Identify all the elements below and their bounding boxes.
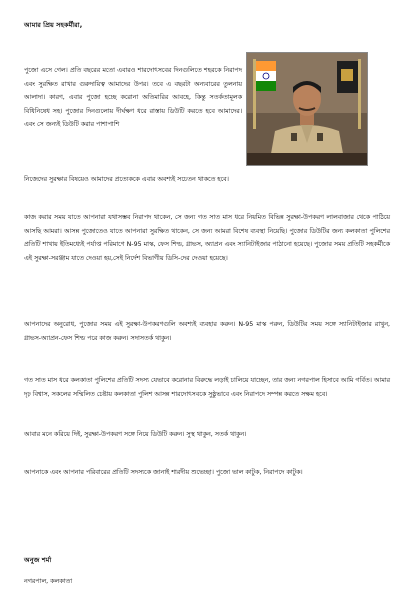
signature-designation: নগরপাল, কলকাতা	[24, 578, 73, 585]
officer-photo	[246, 52, 368, 166]
paragraph-intro: পুজো এসে গেল। প্রতি বছরের মতো এবারও শারদোৎসবের দিনগুলিতে শহরকে নিরাপদ এবং সুরক্ষিত রাখার গুরুদায়িত্ব আমাদের উপর। তবে এ বছরটা অন্যবারের তুলনায় আলাদা। কারণ, এবার পুজো হচ্ছে করোনা অতিমারির আবহে, কিন্তু সতর্কতামূলক বিধিনিষেধ সহ। পুজোর দিনগুলোয় দীর্ঘক্ষণ ধরে রাস্তায় ডিউটি করতে হবে আমাদের। এবং সে জন্যই ডিউটি করার পাশাপাশি	[24, 67, 242, 129]
paragraph-request: আপনাদের অনুরোধ, পুজোর সময় এই সুরক্ষা-উপকরণগুলি অবশ্যই ব্যবহার করুন। N-95 মাস্ক পরুন, ডিউটির সময় সঙ্গে স্যানিটাইজার রাখুন, গ্লাভস-অ্যাপ্রন-ফেস শিল্ড পরে কাজ করুন। সদাসতর্ক থাকুন।	[24, 321, 390, 342]
paragraph-pride: গত সাত মাস ধরে কলকাতা পুলিশের প্রতিটি সদস্য যেভাবে করোনার বিরুদ্ধে লড়াই চালিয়ে যাচ্ছেন, তার জন্য নগরপাল হিসাবে আমি গর্বিত। আমার দৃঢ় বিশ্বাস, সকলের সম্মিলিত চেষ্টায় কলকাতা পুলিশ আসন্ন শারদোৎসবকে সুষ্ঠুভাবে এবং নিরাপদে সম্পন্ন করতে সক্ষম হবে।	[24, 377, 390, 398]
paragraph-intro-continued: নিজেদের সুরক্ষার বিষয়েও আমাদের প্রত্যেককে এবার অবশ্যই সচেতন থাকতে হবে।	[24, 176, 229, 183]
paragraph-reminder: আবার মনে করিয়ে দিই, সুরক্ষা-উপকরণ সঙ্গে নিয়ে ডিউটি করুন। সুস্থ থাকুন, সতর্ক থাকুন।	[24, 431, 247, 438]
signature-name: অনুজ শর্মা	[24, 556, 52, 564]
paragraph-equipment: কাজ করার সময় যাতে আপনারা যথাসম্ভব নিরাপদ থাকেন, সে জন্য গত সাত মাস ধরে নিয়মিত বিভিন্ন সুরক্ষা-উপকরণ লালবাজার থেকে পাঠিয়ে আসছি আমরা। আসন্ন পুজোতেও যাতে আপনারা সুরক্ষিত থাকেন, সে জন্য আমরা বিশেষ ব্যবস্থা নিয়েছি। পুজোর ডিউটির জন্য কলকাতা পুলিশের প্রতিটি শাখায় ইতিমধ্যেই পর্যাপ্ত পরিমাণে N-95 মাস্ক, ফেস শিল্ড, গ্লাভস, অ্যাপ্রন এবং স্যানিটাইজার পাঠানো হয়েছে। পুজোর সময় প্রতিটি সহকর্মীকে এই সুরক্ষা-সরঞ্জাম যাতে দেওয়া হয়,সেই নির্দেশ বিভাগীয় ডিসি-দের দেওয়া হয়েছে।	[24, 214, 391, 262]
paragraph-greetings: আপনাকে এবং আপনার পরিবারের প্রতিটি সদস্যকে জানাই শারদীয় শুভেচ্ছা। পুজো ভাল কাটুক, নিরাপদে কাটুক।	[24, 469, 303, 476]
salutation: আমার প্রিয় সহকর্মীরা,	[24, 20, 83, 29]
